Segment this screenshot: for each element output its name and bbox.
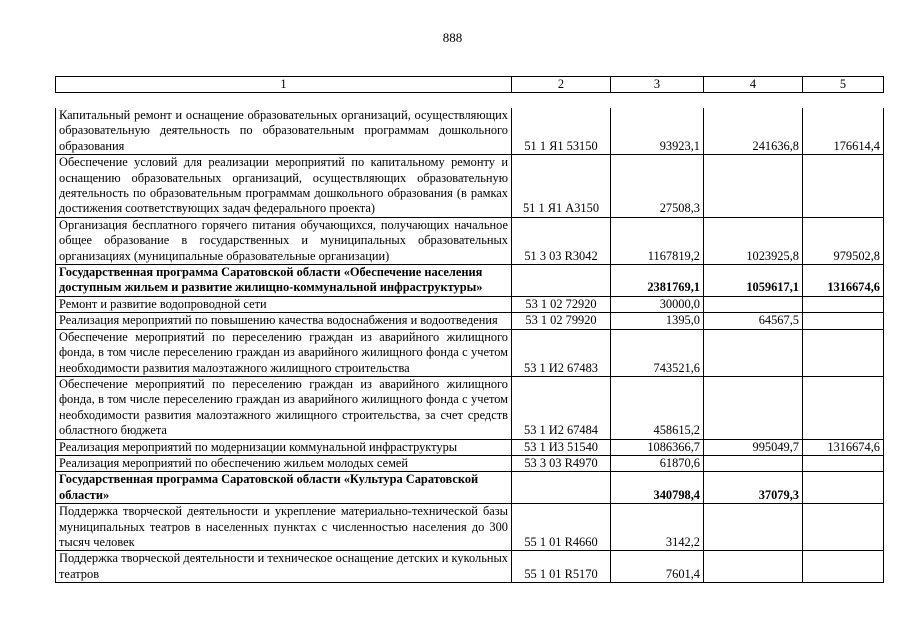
amount-col5-cell	[803, 504, 884, 551]
amount-col4-cell: 64567,5	[704, 313, 803, 329]
amount-col4-cell: 241636,8	[704, 108, 803, 155]
amount-col4-cell: 1059617,1	[704, 265, 803, 297]
program-name-cell: Государственная программа Саратовской области «Культура Саратовской области»	[56, 472, 512, 504]
amount-col5-cell	[803, 551, 884, 583]
amount-col3-cell: 340798,4	[611, 472, 704, 504]
amount-col5-cell: 176614,4	[803, 108, 884, 155]
amount-col3-cell: 7601,4	[611, 551, 704, 583]
target-code-cell: 53 1 И3 51540	[512, 439, 611, 455]
amount-col5-cell	[803, 329, 884, 376]
column-header-4: 4	[704, 77, 803, 93]
program-name-cell: Поддержка творческой деятельности и техническое оснащение детских и кукольных театров	[56, 551, 512, 583]
program-total-row	[56, 472, 884, 504]
column-header-2: 2	[512, 77, 611, 93]
program-name-cell: Государственная программа Саратовской области «Обеспечение населения доступным жильем и развитие жилищно-коммунальной инфраструктуры»	[56, 265, 512, 297]
program-name-cell: Обеспечение условий для реализации мероприятий по капитальному ремонту и оснащению образовательных организаций, осуществляющих образовательную деятельность по образовательным программам дошкольного образования (в рамках достижения соответствующих задач федерального проекта)	[56, 155, 512, 218]
amount-col3-cell: 3142,2	[611, 504, 704, 551]
amount-col3-cell: 1086366,7	[611, 439, 704, 455]
amount-col4-cell: 1023925,8	[704, 217, 803, 264]
program-name-cell: Обеспечение мероприятий по переселению граждан из аварийного жилищного фонда, в том числе переселению граждан из аварийного жилищного фонда с учетом необходимости развития малоэтажного жилищного строительства	[56, 329, 512, 376]
column-header-table	[55, 76, 884, 93]
table-row	[56, 217, 884, 264]
program-name-cell: Реализация мероприятий по модернизации коммунальной инфраструктуры	[56, 439, 512, 455]
budget-table	[55, 108, 884, 583]
program-name-cell: Реализация мероприятий по обеспечению жильем молодых семей	[56, 455, 512, 471]
table-row	[56, 329, 884, 376]
table-row	[56, 439, 884, 455]
amount-col3-cell: 61870,6	[611, 455, 704, 471]
target-code-cell: 53 1 02 72920	[512, 296, 611, 312]
table-row	[56, 504, 884, 551]
amount-col4-cell	[704, 376, 803, 439]
program-name-cell: Обеспечение мероприятий по переселению граждан из аварийного жилищного фонда, в том числе переселению граждан из аварийного жилищного фонда с учетом необходимости развития малоэтажного жилищного строительства, за счет средств областного бюджета	[56, 376, 512, 439]
target-code-cell: 51 1 Я1 А3150	[512, 155, 611, 218]
amount-col5-cell: 1316674,6	[803, 265, 884, 297]
target-code-cell	[512, 265, 611, 297]
program-total-row	[56, 265, 884, 297]
program-name-cell: Реализация мероприятий по повышению качества водоснабжения и водоотведения	[56, 313, 512, 329]
target-code-cell: 55 1 01 R5170	[512, 551, 611, 583]
amount-col4-cell	[704, 329, 803, 376]
column-header-3: 3	[611, 77, 704, 93]
target-code-cell: 51 1 Я1 53150	[512, 108, 611, 155]
amount-col5-cell: 1316674,6	[803, 439, 884, 455]
amount-col5-cell	[803, 296, 884, 312]
amount-col5-cell	[803, 472, 884, 504]
table-row	[56, 551, 884, 583]
amount-col4-cell	[704, 551, 803, 583]
table-row	[56, 108, 884, 155]
table-row	[56, 455, 884, 471]
amount-col5-cell	[803, 155, 884, 218]
amount-col4-cell: 995049,7	[704, 439, 803, 455]
amount-col4-cell	[704, 455, 803, 471]
amount-col3-cell: 1395,0	[611, 313, 704, 329]
target-code-cell	[512, 472, 611, 504]
amount-col5-cell: 979502,8	[803, 217, 884, 264]
amount-col3-cell: 27508,3	[611, 155, 704, 218]
budget-table-body	[56, 108, 884, 583]
amount-col5-cell	[803, 313, 884, 329]
amount-col5-cell	[803, 455, 884, 471]
target-code-cell: 55 1 01 R4660	[512, 504, 611, 551]
column-header-1: 1	[56, 77, 512, 93]
column-header-row	[56, 77, 884, 93]
target-code-cell: 53 1 И2 67484	[512, 376, 611, 439]
table-row	[56, 313, 884, 329]
amount-col4-cell	[704, 155, 803, 218]
page-number: 888	[442, 30, 463, 45]
table-row	[56, 155, 884, 218]
table-row	[56, 296, 884, 312]
column-header-5: 5	[803, 77, 884, 93]
program-name-cell: Ремонт и развитие водопроводной сети	[56, 296, 512, 312]
amount-col4-cell	[704, 504, 803, 551]
amount-col3-cell: 93923,1	[611, 108, 704, 155]
amount-col4-cell	[704, 296, 803, 312]
program-name-cell: Поддержка творческой деятельности и укрепление материально-технической базы муниципальных театров в населенных пунктах с численностью населения до 300 тысяч человек	[56, 504, 512, 551]
table-row	[56, 376, 884, 439]
amount-col3-cell: 1167819,2	[611, 217, 704, 264]
target-code-cell: 53 1 02 79920	[512, 313, 611, 329]
target-code-cell: 53 1 И2 67483	[512, 329, 611, 376]
target-code-cell: 53 3 03 R4970	[512, 455, 611, 471]
amount-col3-cell: 30000,0	[611, 296, 704, 312]
amount-col3-cell: 743521,6	[611, 329, 704, 376]
amount-col3-cell: 2381769,1	[611, 265, 704, 297]
amount-col5-cell	[803, 376, 884, 439]
amount-col4-cell: 37079,3	[704, 472, 803, 504]
program-name-cell: Организация бесплатного горячего питания обучающихся, получающих начальное общее образование в государственных и муниципальных образовательных организациях (муниципальные образовательные организации)	[56, 217, 512, 264]
amount-col3-cell: 458615,2	[611, 376, 704, 439]
program-name-cell: Капитальный ремонт и оснащение образовательных организаций, осуществляющих образовательную деятельность по образовательным программам дошкольного образования	[56, 108, 512, 155]
target-code-cell: 51 3 03 R3042	[512, 217, 611, 264]
